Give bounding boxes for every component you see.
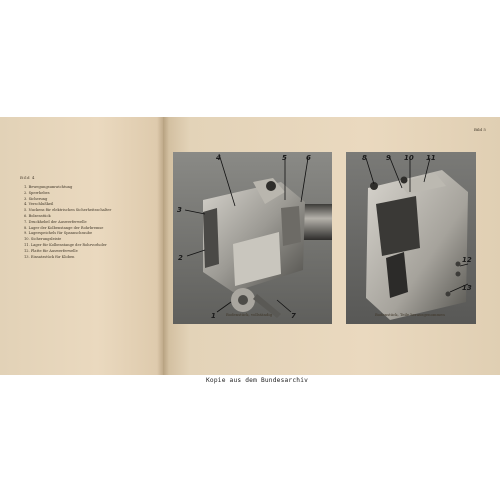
left-page [0,117,163,375]
legend-item: 3. Sicherung [24,196,48,201]
figure-label-right: Bild 5 [474,127,486,132]
legend-item: 1. Bewegungsumwichtung [24,185,73,189]
book-spread [0,117,500,375]
legend-item: 7. Druckhebel der Auswerferwelle [24,219,87,224]
callout-12: 12 [462,256,472,264]
photo-2-caption: Bodenstück, Teile herausgenommen [375,312,445,317]
photo-breech-disassembled [346,152,476,324]
legend-item: 2. Sperrhebes [24,190,50,195]
legend-list [24,185,159,260]
photo-breech-complete [173,152,332,324]
legend-item: 13. Einsatzstück für Kloben [24,254,75,259]
callout-4: 4 [216,154,221,162]
legend-item: 11. Lager für Kolbenstange der Rohrvorholer [24,242,107,247]
callout-5: 5 [282,154,287,162]
right-page [163,117,500,375]
callout-9: 9 [386,154,391,162]
callout-7: 7 [291,312,296,320]
legend-item: 6. Bolzenstück [24,213,51,218]
callout-8: 8 [362,154,367,162]
legend-item: 8. Lager der Kolbenstange der Rohrbremse [24,225,104,230]
legend-item: 10. Sicherungsleiste [24,237,62,242]
archive-copy-note: Kopie aus dem Bundesarchiv [206,377,309,384]
callout-6: 6 [306,154,311,162]
legend-item: 12. Platte für Auswerferwelle [24,248,78,253]
page-fold [157,117,169,375]
callout-11: 11 [426,154,436,162]
breech-disassembled-illustration [346,152,476,324]
legend-item: 9. Lagerspeichels für Spannschraube [24,231,93,236]
figure-label-left: Bild 4 [20,175,35,180]
photo-1-caption: Bodenstück, vollständig [226,312,273,317]
callout-3: 3 [177,206,182,214]
breech-complete-illustration [173,152,332,324]
callout-13: 13 [462,284,472,292]
callout-10: 10 [404,154,414,162]
callout-1: 1 [211,312,216,320]
legend-item: 5. Nuckens für elektrischen Sicherheitsschalter [24,208,112,213]
legend-item: 4. Verschlußkeil [24,202,54,207]
callout-2: 2 [178,254,183,262]
